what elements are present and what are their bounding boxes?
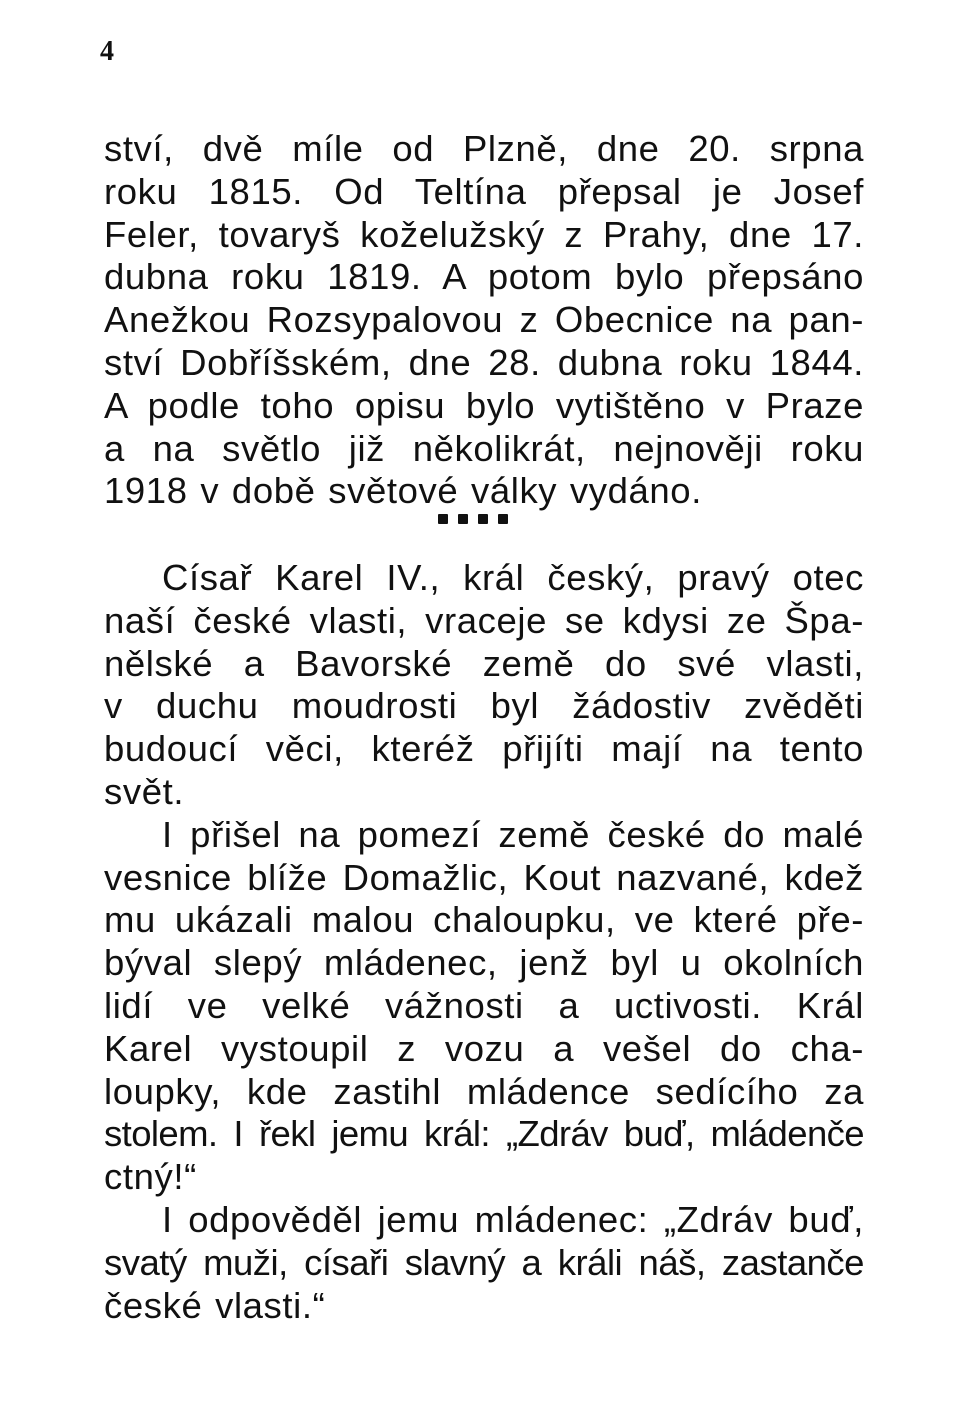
separator-square bbox=[498, 514, 508, 524]
text-line: loupky, kde zastihl mládence sedícího za bbox=[104, 1070, 864, 1112]
text-line: vesnice blíže Domažlic, Kout nazvané, kdež bbox=[104, 856, 864, 898]
text-line: A podle toho opisu bylo vytištěno v Praze bbox=[104, 384, 864, 426]
separator-square bbox=[438, 514, 448, 524]
text-line: ství Dobříšském, dne 28. dubna roku 1844. bbox=[104, 341, 864, 383]
page-number: 4 bbox=[100, 36, 114, 67]
text-line: Císař Karel IV., král český, pravý otec bbox=[162, 557, 864, 598]
text-line: svět. bbox=[104, 770, 185, 812]
text-line: stolem. I řekl jemu král: „Zdráv buď, mládenče bbox=[104, 1113, 864, 1155]
text-line: a na světlo již několikrát, nejnověji roku bbox=[104, 427, 864, 469]
text-line: 1918 v době světové války vydáno. bbox=[104, 470, 702, 512]
text-line: I přišel na pomezí země české do malé bbox=[162, 813, 864, 855]
text-line: Karel vystoupil z vozu a vešel do cha- bbox=[104, 1027, 864, 1069]
text-line: ství, dvě míle od Plzně, dne 20. srpna bbox=[104, 128, 864, 169]
section-separator bbox=[438, 514, 508, 524]
text-line: české vlasti.“ bbox=[104, 1284, 326, 1326]
separator-square bbox=[458, 514, 468, 524]
paragraph-provenance bbox=[104, 128, 864, 513]
separator-square bbox=[478, 514, 488, 524]
text-line: býval slepý mládenec, jenž byl u okolních bbox=[104, 942, 864, 984]
text-line: roku 1815. Od Teltína přepsal je Josef bbox=[104, 170, 864, 212]
text-line: I odpověděl jemu mládenec: „Zdráv buď, bbox=[162, 1198, 864, 1240]
story-text bbox=[104, 557, 864, 1327]
text-line: dubna roku 1819. A potom bylo přepsáno bbox=[104, 256, 864, 298]
text-line: nělské a Bavorské země do své vlasti, bbox=[104, 642, 864, 684]
text-line: v duchu moudrosti byl žádostiv zvěděti bbox=[104, 685, 864, 727]
text-line: lidí ve velké vážnosti a uctivosti. Král bbox=[104, 984, 864, 1026]
text-line: ctný!“ bbox=[104, 1156, 197, 1198]
text-line: budoucí věci, kteréž přijíti mají na tento bbox=[104, 728, 864, 770]
text-line: Feler, tovaryš koželužský z Prahy, dne 17. bbox=[104, 213, 864, 255]
text-line: Anežkou Rozsypalovou z Obecnice na pan- bbox=[104, 299, 864, 341]
text-line: mu ukázali malou chaloupku, ve které pře- bbox=[104, 899, 864, 941]
text-line: naší české vlasti, vraceje se kdysi ze Špa- bbox=[104, 599, 864, 641]
text-line: svatý muži, císaři slavný a králi náš, zastanče bbox=[104, 1241, 864, 1283]
